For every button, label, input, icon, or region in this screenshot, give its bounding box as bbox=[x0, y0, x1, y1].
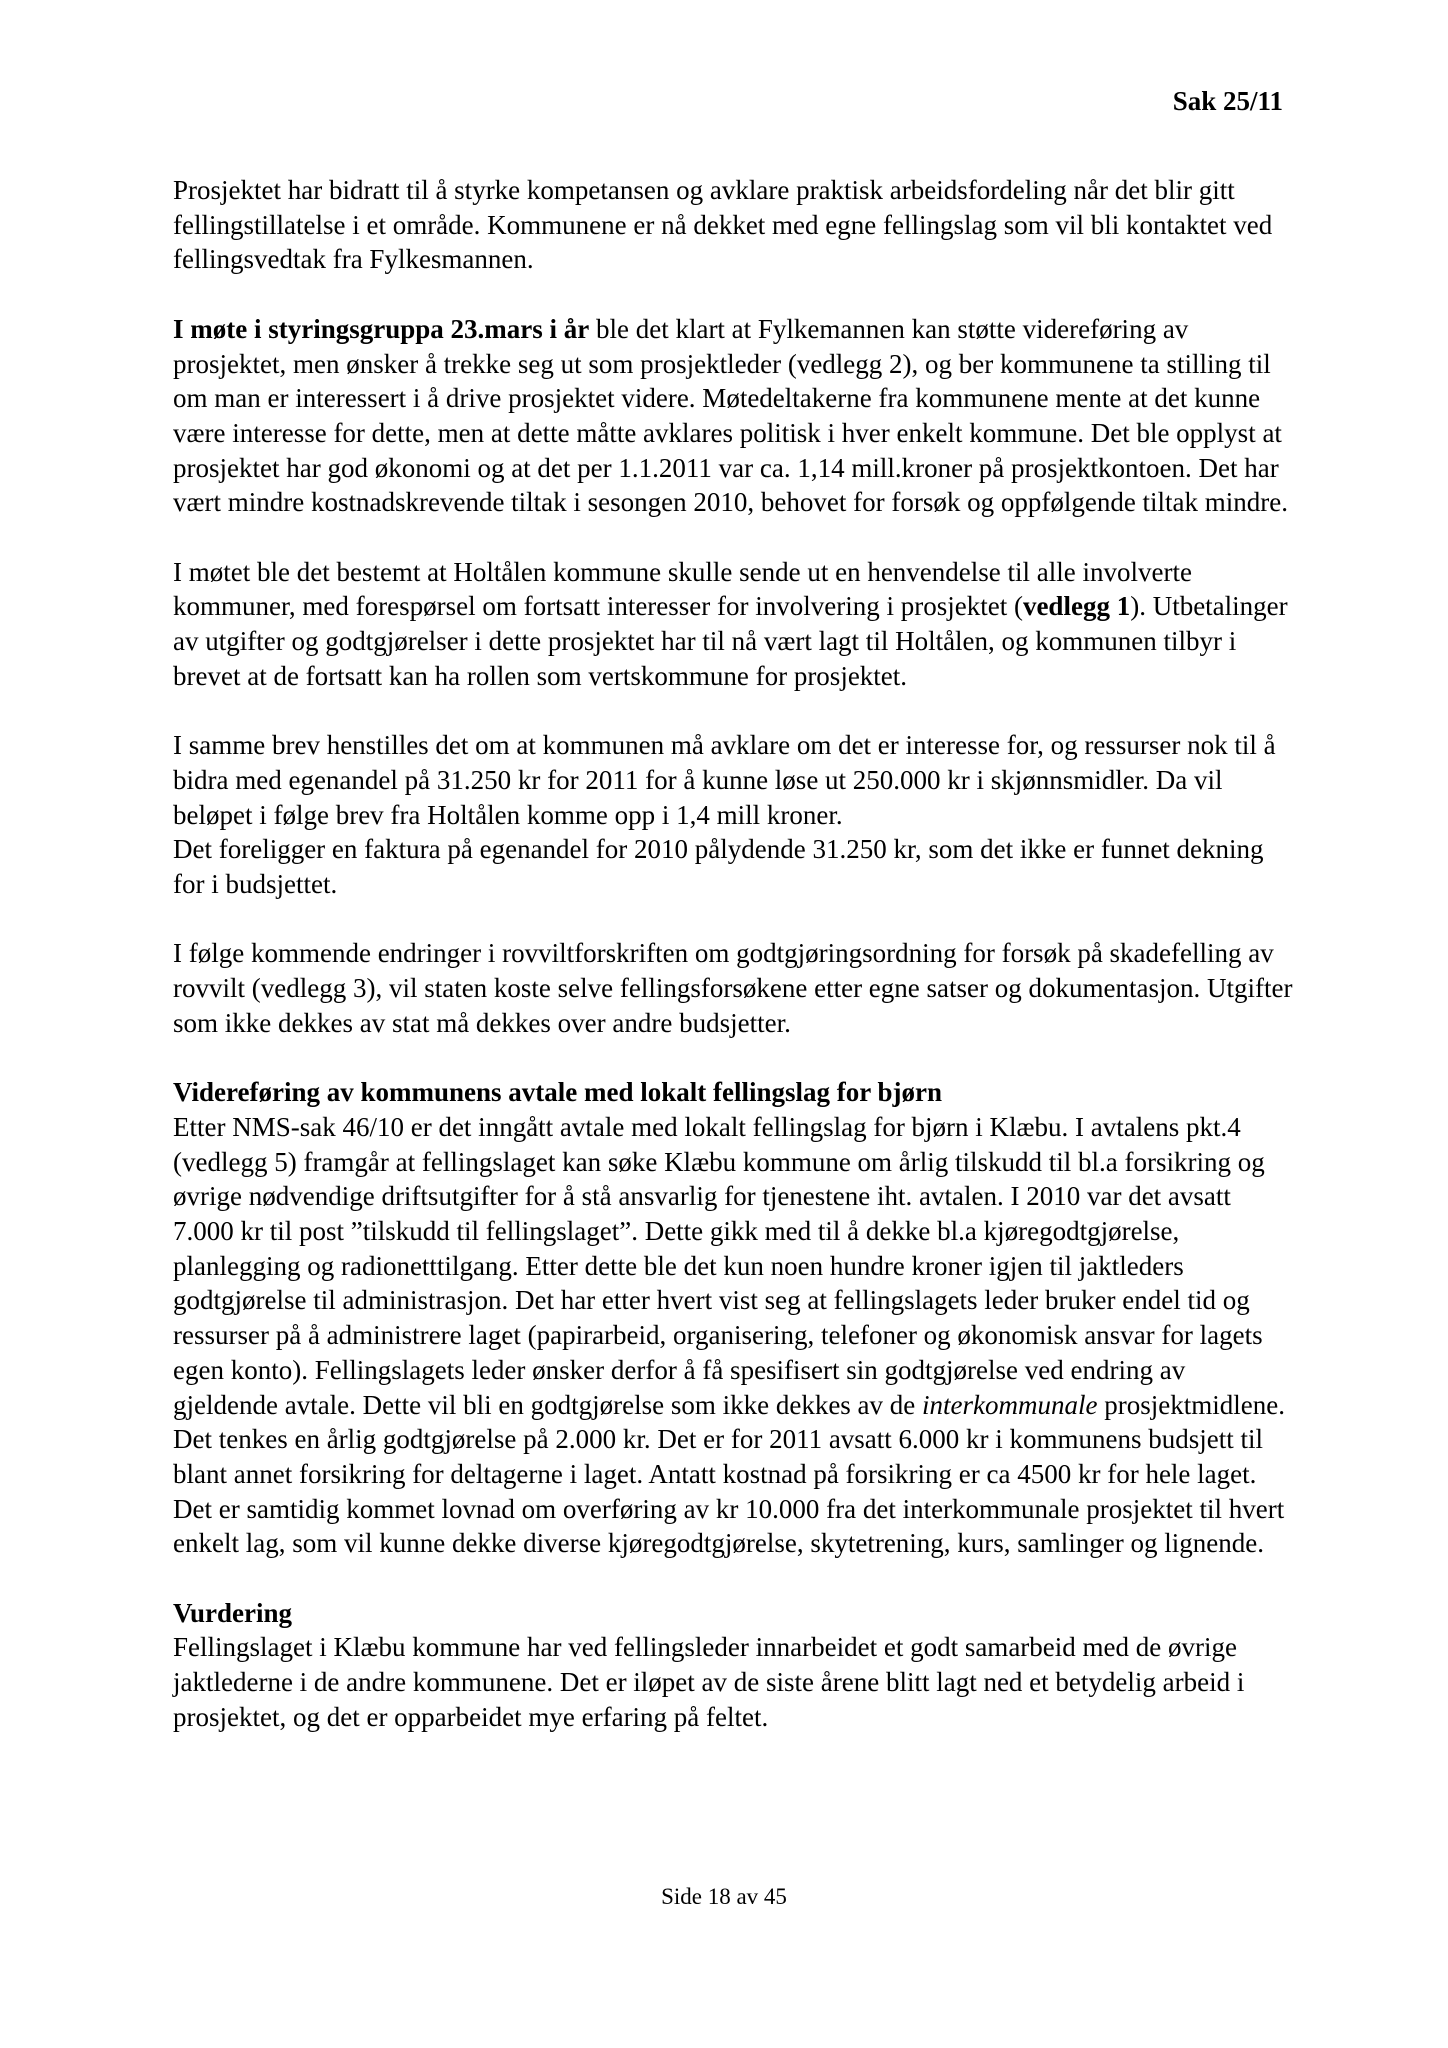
document-body bbox=[173, 173, 1293, 1769]
paragraph-rest: ble det klart at Fylkemannen kan støtte videreføring av prosjektet, men ønsker å trekke seg ut som prosjektleder (vedlegg 2), og ber kommunene ta stilling til om man er interessert i å drive prosjektet videre. Møtedeltakerne fra kommunene mente at det kunne være interesse for dette, men at dette måtte avklares politisk i hver enkelt kommune. Det ble opplyst at prosjektet har god økonomi og at det per 1.1.2011 var ca. 1,14 mill.kroner på prosjektkontoen. Det har vært mindre kostnadskrevende tiltak i sesongen 2010, behovet for forsøk og oppfølgende tiltak mindre. bbox=[173, 313, 1289, 518]
paragraph-text: Fellingslaget i Klæbu kommune har ved fellingsleder innarbeidet et godt samarbeid med de øvrige jaktlederne i de andre kommunene. Det er iløpet av de siste årene blitt lagt ned et betydelig arbeid i prosjektet, og det er opparbeidet mye erfaring på feltet. bbox=[173, 1632, 1245, 1732]
paragraph-holtalen-inquiry bbox=[173, 555, 1293, 694]
section-assessment bbox=[173, 1596, 1293, 1735]
paragraph-text: I følge kommende endringer i rovviltforskriften om godtgjøringsordning for forsøk på skadefelling av rovvilt (vedlegg 3), vil staten koste selve fellingsforsøkene etter egne satser og dokumentasjon. Utgifter som ikke dekkes av stat må dekkes over andre budsjetter. bbox=[173, 938, 1293, 1038]
attachment-reference: vedlegg 1 bbox=[1022, 591, 1131, 622]
paragraph-rest: ). Utbetalinger av utgifter og godtgjørelser i dette prosjektet har til nå vært lagt til Holtålen, og kommunen tilbyr i brevet at de fortsatt kan ha rollen som vertskommune for prosjektet. bbox=[173, 591, 1288, 691]
section-heading: Videreføring av kommunens avtale med lokalt fellingslag for bjørn bbox=[173, 1077, 942, 1108]
paragraph-project-competence bbox=[173, 173, 1293, 277]
page-number: Side 18 av 45 bbox=[661, 1884, 787, 1909]
paragraph-text: Prosjektet har bidratt til å styrke kompetansen og avklare praktisk arbeidsfordeling når det blir gitt fellingstillatelse i et område. Kommunene er nå dekket med egne fellingslag som vil bli kontaktet ved fellingsvedtak fra Fylkesmannen. bbox=[173, 175, 1273, 275]
case-number: Sak 25/11 bbox=[1172, 86, 1283, 116]
section-heading: Vurdering bbox=[173, 1597, 293, 1628]
paragraph-contribution-request bbox=[173, 728, 1293, 902]
paragraph-text: Det foreligger en faktura på egenandel for 2010 pålydende 31.250 kr, som det ikke er funnet dekning for i budsjettet. bbox=[173, 834, 1264, 900]
paragraph-regulation-changes bbox=[173, 936, 1293, 1040]
paragraph-start: Etter NMS-sak 46/10 er det inngått avtale med lokalt fellingslag for bjørn i Klæbu. I avtalens pkt.4 (vedlegg 5) framgår at fellingslaget kan søke Klæbu kommune om årlig tilskudd til bl.a forsikring og øvrige nødvendige driftsutgifter for å stå ansvarlig for tjenestene iht. avtalen. I 2010 var det avsatt 7.000 kr til post ”tilskudd til fellingslaget”. Dette gikk med til å dekke bl.a kjøregodtgjørelse, planlegging og radionetttilgang. Etter dette ble det kun noen hundre kroner igjen til jaktleders godtgjørelse til administrasjon. Det har etter hvert vist seg at fellingslagets leder bruker endel tid og ressurser på å administrere laget (papirarbeid, organisering, telefoner og økonomisk ansvar for lagets egen konto). Fellingslagets leder ønsker derfor å få spesifisert sin godtgjørelse ved endring av gjeldende avtale. Dette vil bli en godtgjørelse som ikke dekkes av de bbox=[173, 1111, 1265, 1420]
paragraph-text bbox=[173, 555, 1293, 694]
bold-lead-in: I møte i styringsgruppa 23.mars i år bbox=[173, 313, 590, 344]
italic-term: interkommunale bbox=[922, 1389, 1098, 1420]
section-agreement-continuation bbox=[173, 1075, 1293, 1561]
paragraph-text bbox=[173, 1110, 1293, 1561]
paragraph-text: I samme brev henstilles det om at kommunen må avklare om det er interesse for, og ressurser nok til å bidra med egenandel på 31.250 kr for 2011 for å kunne løse ut 250.000 kr i skjønnsmidler. Da vil beløpet i følge brev fra Holtålen komme opp i 1,4 mill kroner. bbox=[173, 730, 1276, 830]
paragraph-rest: prosjektmidlene. Det tenkes en årlig godtgjørelse på 2.000 kr. Det er for 2011 avsatt 6.000 kr i kommunens budsjett til blant annet forsikring for deltagerne i laget. Antatt kostnad på forsikring er ca 4500 kr for hele laget. Det er samtidig kommet lovnad om overføring av kr 10.000 fra det interkommunale prosjektet til hvert enkelt lag, som vil kunne dekke diverse kjøregodtgjørelse, skytetrening, kurs, samlinger og lignende. bbox=[173, 1389, 1285, 1559]
paragraph-start: I møtet ble det bestemt at Holtålen kommune skulle sende ut en henvendelse til alle involverte kommuner, med forespørsel om fortsatt interesser for involvering i prosjektet ( bbox=[173, 556, 1192, 622]
paragraph-text bbox=[173, 312, 1293, 520]
paragraph-steering-group-meeting bbox=[173, 312, 1293, 520]
